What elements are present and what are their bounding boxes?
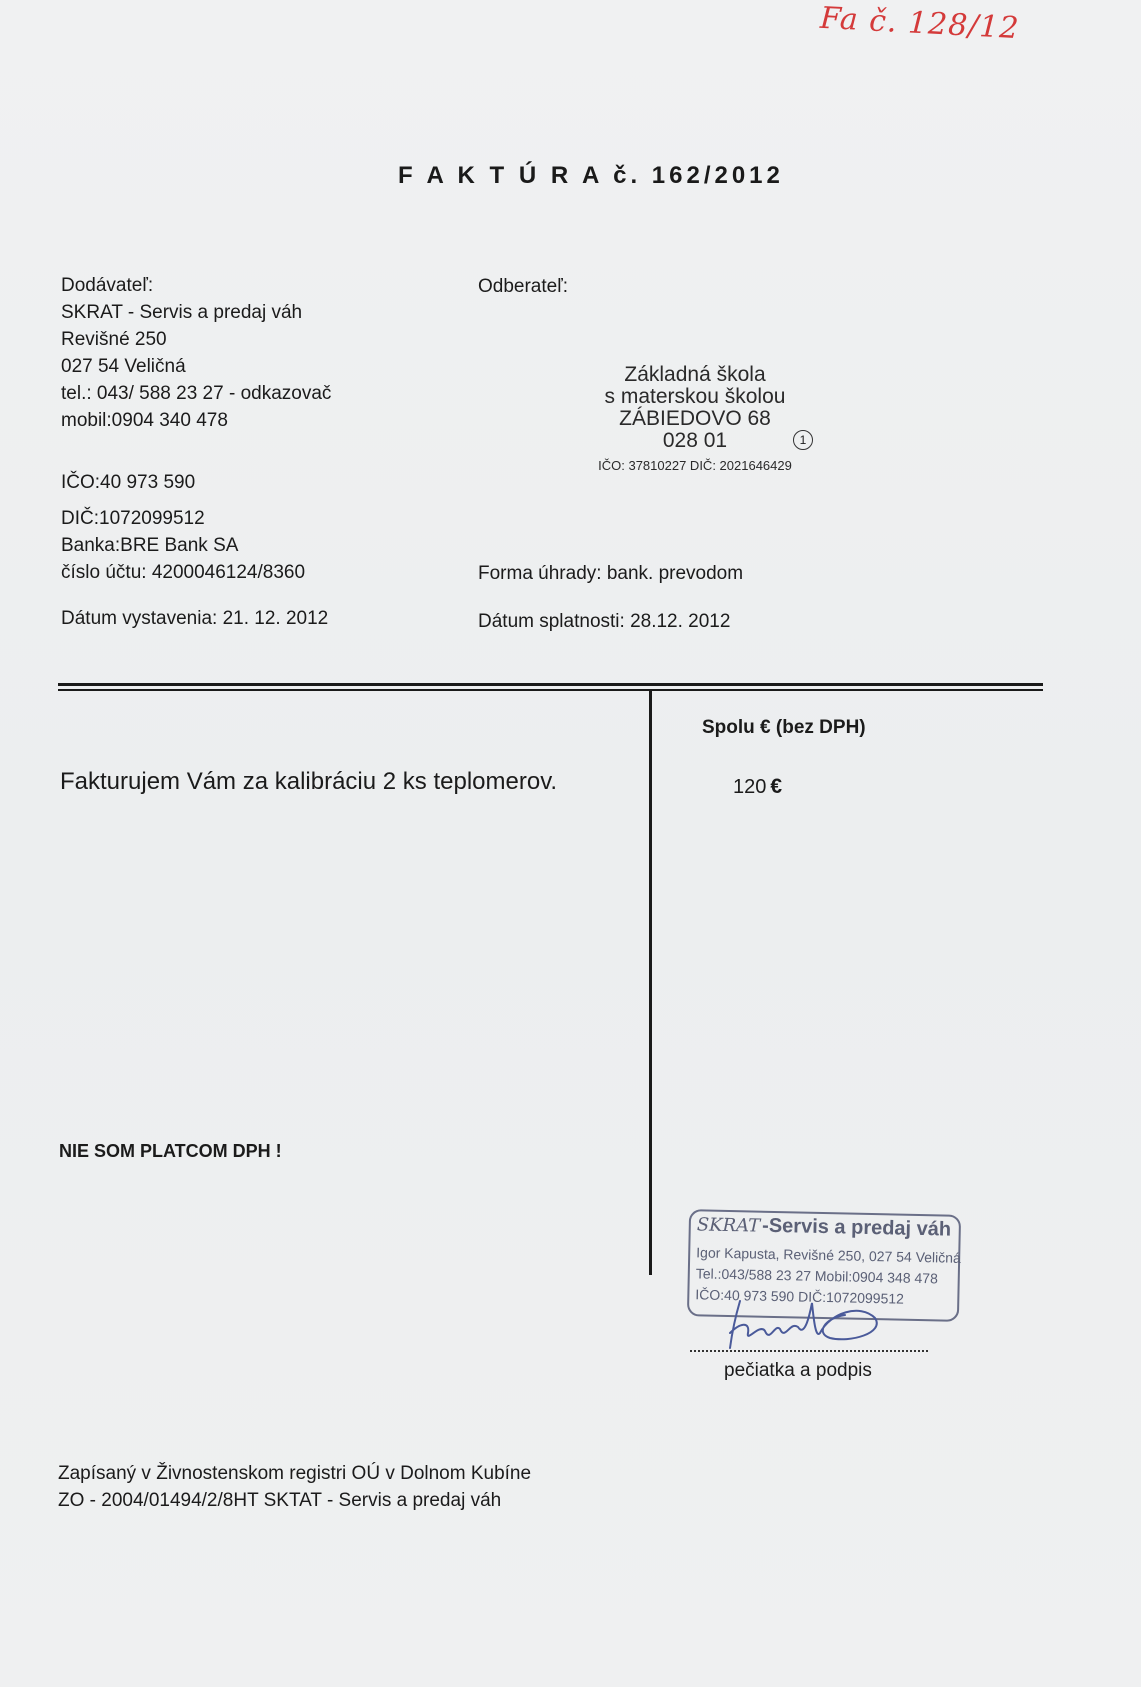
total-column-header: Spolu € (bez DPH) [702, 717, 866, 738]
seller-stamp-line4: IČO:40 973 590 DIČ:1072099512 [695, 1286, 905, 1307]
issue-date: Dátum vystavenia: 21. 12. 2012 [61, 608, 329, 629]
total-amount-currency: € [770, 775, 783, 798]
supplier-dic: DIČ:1072099512 [61, 508, 205, 529]
supplier-street: Revišné 250 [61, 329, 167, 350]
seller-stamp-title [697, 1213, 952, 1241]
customer-stamp-ids: IČO: 37810227 DIČ: 2021646429 [598, 458, 792, 473]
signature-line [690, 1350, 928, 1352]
customer-stamp [560, 364, 830, 477]
seller-stamp-line3: Tel.:043/588 23 27 Mobil:0904 348 478 [695, 1265, 939, 1287]
customer-label: Odberateľ: [478, 276, 569, 297]
supplier-ico: IČO:40 973 590 [61, 472, 196, 493]
register-line1: Zapísaný v Živnostenskom registri OÚ v Dolnom Kubíne [58, 1463, 532, 1484]
handwritten-signature [720, 1293, 890, 1353]
total-amount [733, 775, 782, 799]
circled-number-mark: 1 [793, 430, 813, 450]
seller-stamp-logo: SKRAT [696, 1214, 761, 1237]
payment-form: Forma úhrady: bank. prevodom [478, 563, 744, 584]
supplier-ids-block [61, 469, 305, 586]
table-top-rule-secondary [58, 689, 1043, 691]
customer-stamp-line4: 028 01 [662, 429, 728, 452]
seller-stamp-line2: Igor Kapusta, Revišné 250, 027 54 Veličná [696, 1244, 961, 1266]
register-line2: ZO - 2004/01494/2/8HT SKTAT - Servis a predaj váh [58, 1490, 502, 1511]
seller-stamp-line1: -Servis a predaj váh [761, 1214, 952, 1241]
table-column-divider [649, 691, 652, 1275]
supplier-phone: tel.: 043/ 588 23 27 - odkazovač [61, 383, 332, 404]
supplier-label: Dodávateľ: [61, 275, 154, 296]
supplier-account: číslo účtu: 4200046124/8360 [61, 562, 306, 583]
supplier-bank: Banka:BRE Bank SA [61, 535, 239, 556]
total-amount-value: 120 [733, 776, 767, 798]
customer-stamp-line2: s materskou školou [604, 385, 786, 408]
customer-stamp-line3: ZÁBIEDOVO 68 [619, 407, 771, 430]
supplier-name: SKRAT - Servis a predaj váh [61, 302, 303, 323]
supplier-mobile: mobil:0904 340 478 [61, 410, 228, 431]
supplier-city: 027 54 Veličná [61, 356, 186, 377]
handwritten-invoice-note: Fa č. 128/12 [819, 0, 1021, 47]
invoice-title: F A K T Ú R A č. 162/2012 [398, 162, 784, 189]
due-date: Dátum splatnosti: 28.12. 2012 [478, 611, 731, 632]
vat-note: NIE SOM PLATCOM DPH ! [59, 1141, 282, 1161]
item-description: Fakturujem Vám za kalibráciu 2 ks teplomerov. [60, 768, 558, 795]
signature-label: pečiatka a podpis [724, 1360, 872, 1381]
trade-register-note [58, 1460, 531, 1514]
customer-stamp-line1: Základná škola [624, 363, 766, 386]
supplier-block [61, 272, 331, 434]
table-top-rule [58, 683, 1043, 686]
